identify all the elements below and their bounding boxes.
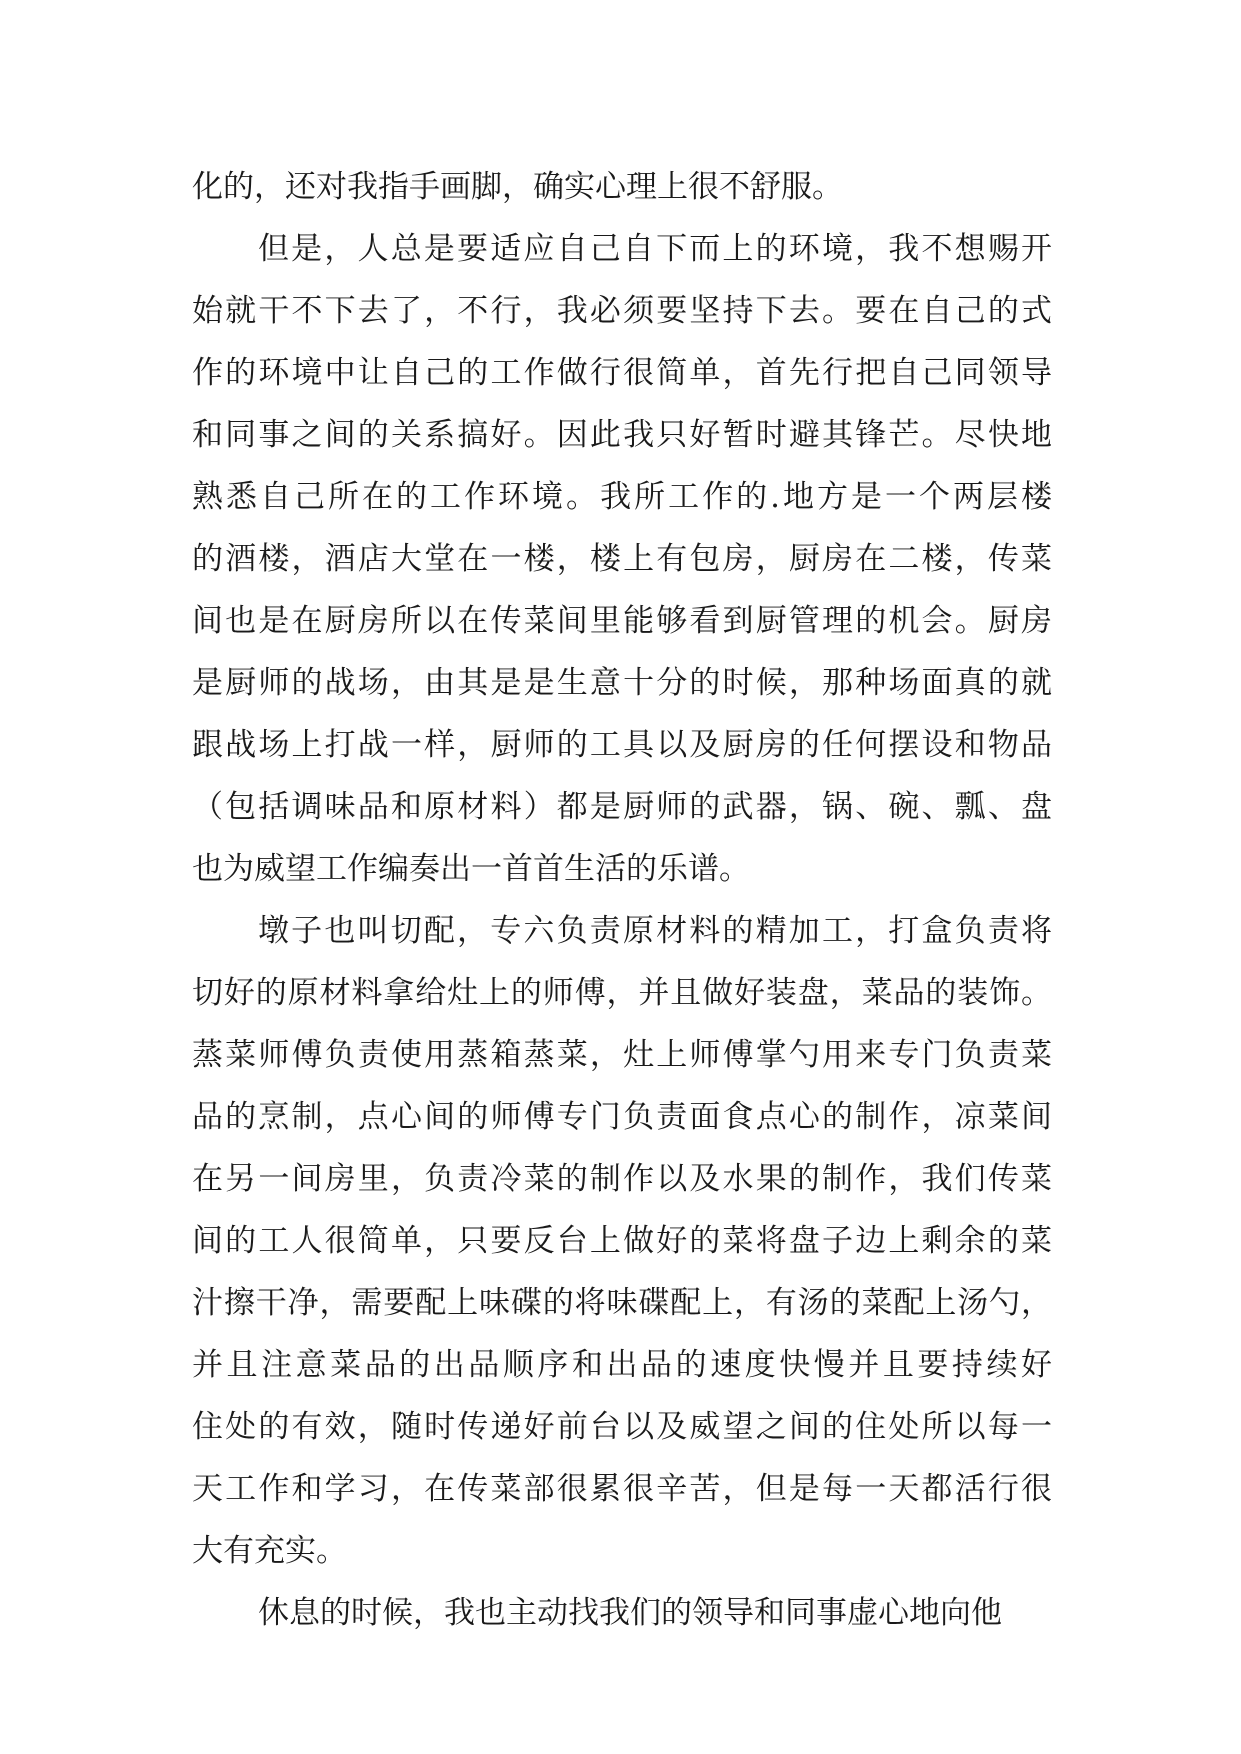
text-line: 天工作和学习，在传菜部很累很辛苦，但是每一天都活行很 — [192, 1471, 1052, 1507]
paragraph-first-line: 但是，人总是要适应自己自下而上的环境，我不想赐开 — [258, 231, 1052, 267]
text-line: 和同事之间的关系搞好。因此我只好暂时避其锋芒。尽快地 — [192, 417, 1052, 453]
text-line: 是厨师的战场，由其是是生意十分的时候，那种场面真的就 — [192, 665, 1052, 701]
text-line: 也为威望工作编奏出一首首生活的乐谱。 — [192, 851, 750, 887]
text-line: 品的烹制，点心间的师傅专门负责面食点心的制作，凉菜间 — [192, 1099, 1052, 1135]
text-line: 并且注意菜品的出品顺序和出品的速度快慢并且要持续好 — [192, 1347, 1052, 1383]
text-line: 住处的有效，随时传递好前台以及威望之间的住处所以每一 — [192, 1409, 1052, 1445]
paragraph-first-line: 休息的时候，我也主动找我们的领导和同事虚心地向他 — [258, 1595, 1002, 1631]
text-line: 的酒楼，酒店大堂在一楼，楼上有包房，厨房在二楼，传菜 — [192, 541, 1052, 577]
text-line: 作的环境中让自己的工作做行很简单，首先行把自己同领导 — [192, 355, 1052, 391]
text-line: 跟战场上打战一样，厨师的工具以及厨房的任何摆设和物品 — [192, 727, 1052, 763]
text-line: 熟悉自己所在的工作环境。我所工作的.地方是一个两层楼 — [192, 479, 1052, 515]
text-line: 在另一间房里，负责冷菜的制作以及水果的制作，我们传菜 — [192, 1161, 1052, 1197]
text-line: 蒸菜师傅负责使用蒸箱蒸菜，灶上师傅掌勺用来专门负责菜 — [192, 1037, 1052, 1073]
text-line: 汁擦干净，需要配上味碟的将味碟配上，有汤的菜配上汤勺， — [192, 1285, 1052, 1321]
text-line: 间的工人很简单，只要反台上做好的菜将盘子边上剩余的菜 — [192, 1223, 1052, 1259]
text-line: 切好的原材料拿给灶上的师傅，并且做好装盘，菜品的装饰。 — [192, 975, 1052, 1011]
text-line: 始就干不下去了，不行，我必须要坚持下去。要在自己的式 — [192, 293, 1052, 329]
paragraph-first-line: 墩子也叫切配，专六负责原材料的精加工，打盒负责将 — [258, 913, 1052, 949]
text-line: （包括调味品和原材料）都是厨师的武器，锅、碗、瓢、盘 — [192, 789, 1052, 825]
text-line: 间也是在厨房所以在传菜间里能够看到厨管理的机会。厨房 — [192, 603, 1052, 639]
text-line: 化的，还对我指手画脚，确实心理上很不舒服。 — [192, 169, 843, 205]
text-line: 大有充实。 — [192, 1533, 347, 1569]
body-text — [192, 156, 1052, 1644]
